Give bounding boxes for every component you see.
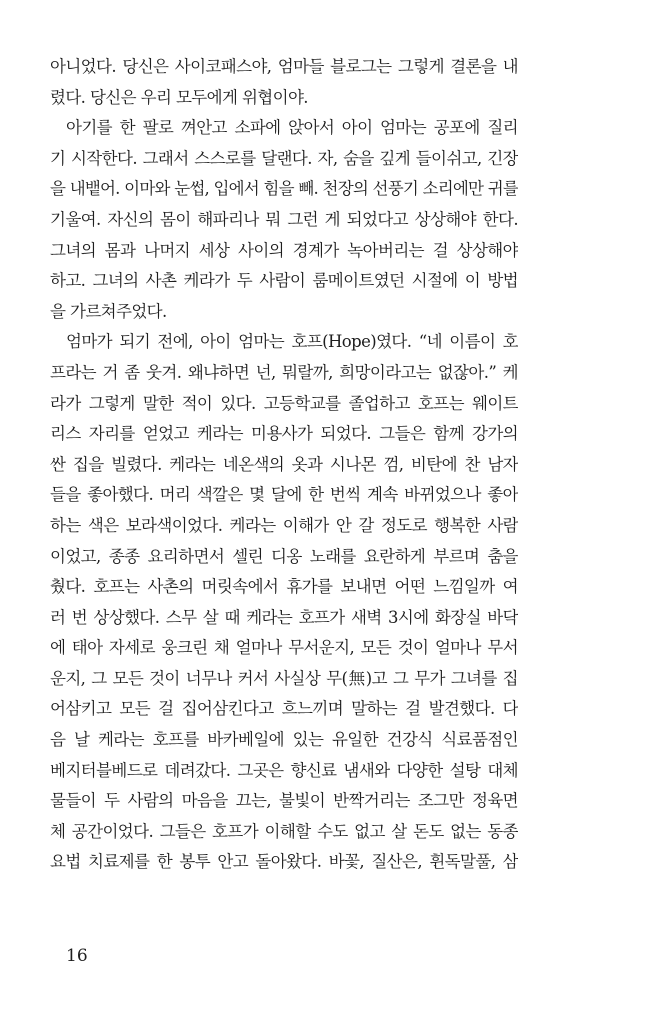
text-line: 어삼키고 모든 걸 집어삼킨다고 흐느끼며 말하는 걸 발견했다. 다	[50, 699, 518, 719]
text-line: 체 공간이었다. 그들은 호프가 이해할 수도 없고 살 돈도 없는 동종	[50, 821, 518, 841]
text-line: 하는 색은 보라색이었다. 케라는 이해가 안 갈 정도로 행복한 사람	[50, 515, 518, 535]
text-line: 프라는 거 좀 웃겨. 왜냐하면 넌, 뭐랄까, 희망이라고는 없잖아.” 케	[50, 362, 518, 382]
text-line: 운지, 그 모든 것이 너무나 커서 사실상 무(無)고 그 무가 그녀를 집	[50, 668, 518, 688]
text-line: 리스 자리를 얻었고 케라는 미용사가 되었다. 그들은 함께 강가의	[50, 424, 518, 444]
page-number: 16	[66, 946, 88, 966]
text-line: 하고. 그녀의 사촌 케라가 두 사람이 룸메이트였던 시절에 이 방법	[50, 271, 518, 291]
text-line: 음 날 케라는 호프를 바카베일에 있는 유일한 건강식 식료품점인	[50, 730, 518, 750]
text-line: 베지터블베드로 데려갔다. 그곳은 향신료 냄새와 다양한 설탕 대체	[50, 760, 518, 780]
text-line: 러 번 상상했다. 스무 살 때 케라는 호프가 새벽 3시에 화장실 바닥	[50, 607, 518, 627]
text-line: 물들이 두 사람의 마음을 끄는, 불빛이 반짝거리는 조그만 정육면	[50, 791, 518, 811]
text-line: 요법 치료제를 한 봉투 안고 돌아왔다. 바꽃, 질산은, 휜독말풀, 삼	[50, 852, 518, 872]
text-line: 에 태아 자세로 웅크린 채 얼마나 무서운지, 모든 것이 얼마나 무서	[50, 638, 518, 658]
text-line: 들을 좋아했다. 머리 색깔은 몇 달에 한 번씩 계속 바뀌었으나 좋아	[50, 485, 518, 505]
text-line: 췄다. 호프는 사촌의 머릿속에서 휴가를 보내면 어떤 느낌일까 여	[50, 577, 518, 597]
text-line: 싼 집을 빌렸다. 케라는 네온색의 옷과 시나몬 껌, 비탄에 찬 남자	[50, 454, 518, 474]
text-line: 이었고, 종종 요리하면서 셀린 디옹 노래를 요란하게 부르며 춤을	[50, 546, 518, 566]
text-line: 아기를 한 팔로 껴안고 소파에 앉아서 아이 엄마는 공포에 질리	[66, 118, 518, 138]
text-line: 라가 그렇게 말한 적이 있다. 고등학교를 졸업하고 호프는 웨이트	[50, 393, 518, 413]
text-line: 을 가르쳐주었다.	[50, 301, 167, 321]
text-line: 엄마가 되기 전에, 아이 엄마는 호프(Hope)였다. “네 이름이 호	[66, 332, 518, 352]
text-line: 그녀의 몸과 나머지 세상 사이의 경계가 녹아버리는 걸 상상해야	[50, 240, 518, 260]
body-text	[50, 52, 518, 878]
text-line: 아니었다. 당신은 사이코패스야, 엄마들 블로그는 그렇게 결론을 내	[50, 57, 518, 76]
text-line: 렸다. 당신은 우리 모두에게 위협이야.	[50, 87, 308, 107]
text-line: 을 내뱉어. 이마와 눈썹, 입에서 힘을 빼. 천장의 선풍기 소리에만 귀를	[50, 179, 518, 199]
text-line: 기 시작한다. 그래서 스스로를 달랜다. 자, 숨을 깊게 들이쉬고, 긴장	[50, 148, 518, 168]
text-line: 기울여. 자신의 몸이 해파리나 뭐 그런 게 되었다고 상상해야 한다.	[50, 209, 518, 229]
